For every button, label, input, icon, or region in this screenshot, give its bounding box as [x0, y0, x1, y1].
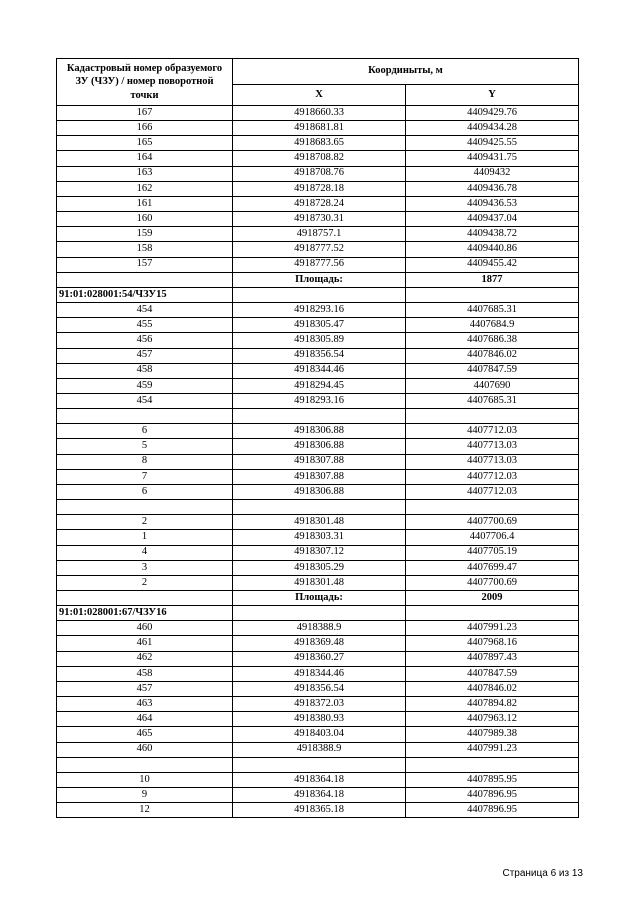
point-number: 2: [57, 575, 233, 590]
x-coordinate: 4918344.46: [233, 666, 406, 681]
x-coordinate: 4918301.48: [233, 515, 406, 530]
point-number: 3: [57, 560, 233, 575]
table-row: [57, 772, 579, 787]
y-coordinate: 4407989.38: [406, 727, 579, 742]
point-number: 165: [57, 136, 233, 151]
x-coordinate: 4918356.54: [233, 348, 406, 363]
x-coordinate: 4918728.18: [233, 181, 406, 196]
x-coordinate: 4918369.48: [233, 636, 406, 651]
y-coordinate: 4409437.04: [406, 212, 579, 227]
blank-row: [57, 757, 579, 772]
coordinates-table: [56, 58, 579, 818]
empty-cell: [233, 757, 406, 772]
x-coordinate: 4918365.18: [233, 803, 406, 818]
point-number: 457: [57, 348, 233, 363]
x-coordinate: 4918303.31: [233, 530, 406, 545]
table-row: [57, 575, 579, 590]
y-coordinate: 4407712.03: [406, 469, 579, 484]
x-coordinate: 4918293.16: [233, 303, 406, 318]
table-row: [57, 424, 579, 439]
y-coordinate: 4409429.76: [406, 106, 579, 121]
x-coordinate: 4918360.27: [233, 651, 406, 666]
table-row: [57, 469, 579, 484]
table-row: [57, 121, 579, 136]
table-row: [57, 106, 579, 121]
y-coordinate: 4409436.78: [406, 181, 579, 196]
table-row: [57, 712, 579, 727]
point-number: 8: [57, 454, 233, 469]
point-number: 460: [57, 742, 233, 757]
table-row: [57, 454, 579, 469]
x-coordinate: 4918388.9: [233, 621, 406, 636]
area-row: [57, 591, 579, 606]
point-number: 6: [57, 424, 233, 439]
y-coordinate: 4409436.53: [406, 196, 579, 211]
empty-cell: [233, 409, 406, 424]
y-coordinate: 4407686.38: [406, 333, 579, 348]
point-number: 460: [57, 621, 233, 636]
y-coordinate: 4407705.19: [406, 545, 579, 560]
blank-row: [57, 409, 579, 424]
y-coordinate: 4407713.03: [406, 439, 579, 454]
empty-cell: [406, 757, 579, 772]
point-number: 464: [57, 712, 233, 727]
y-coordinate: 4409438.72: [406, 227, 579, 242]
table-row: [57, 378, 579, 393]
y-coordinate: 4407712.03: [406, 424, 579, 439]
y-coordinate: 4407968.16: [406, 636, 579, 651]
x-coordinate: 4918356.54: [233, 681, 406, 696]
table-row: [57, 166, 579, 181]
x-coordinate: 4918307.12: [233, 545, 406, 560]
empty-cell: [406, 606, 579, 621]
y-coordinate: 4407685.31: [406, 303, 579, 318]
empty-cell: [57, 591, 233, 606]
point-number: 459: [57, 378, 233, 393]
x-coordinate: 4918364.18: [233, 788, 406, 803]
table-row: [57, 196, 579, 211]
y-coordinate: 4409425.55: [406, 136, 579, 151]
area-label: Площадь:: [233, 272, 406, 287]
area-value: 1877: [406, 272, 579, 287]
table-row: [57, 727, 579, 742]
y-coordinate: 4407699.47: [406, 560, 579, 575]
table-row: [57, 348, 579, 363]
y-coordinate: 4407700.69: [406, 575, 579, 590]
y-coordinate: 4407713.03: [406, 454, 579, 469]
empty-cell: [406, 409, 579, 424]
point-number: 4: [57, 545, 233, 560]
point-number: 1: [57, 530, 233, 545]
table-row: [57, 530, 579, 545]
point-number: 166: [57, 121, 233, 136]
area-row: [57, 272, 579, 287]
x-coordinate: 4918294.45: [233, 378, 406, 393]
y-coordinate: 4407991.23: [406, 742, 579, 757]
x-coordinate: 4918757.1: [233, 227, 406, 242]
x-coordinate: 4918728.24: [233, 196, 406, 211]
x-coordinate: 4918403.04: [233, 727, 406, 742]
x-coordinate: 4918777.52: [233, 242, 406, 257]
table-row: [57, 136, 579, 151]
point-number: 158: [57, 242, 233, 257]
empty-cell: [57, 272, 233, 287]
header-coordinates: Координыты, м: [233, 59, 579, 85]
y-coordinate: 4407846.02: [406, 348, 579, 363]
area-label: Площадь:: [233, 591, 406, 606]
x-coordinate: 4918388.9: [233, 742, 406, 757]
x-coordinate: 4918293.16: [233, 393, 406, 408]
table-body: [57, 106, 579, 818]
y-coordinate: 4409432: [406, 166, 579, 181]
table-row: [57, 545, 579, 560]
table-row: [57, 333, 579, 348]
point-number: 12: [57, 803, 233, 818]
point-number: 463: [57, 697, 233, 712]
empty-cell: [233, 606, 406, 621]
section-row: [57, 606, 579, 621]
x-coordinate: 4918364.18: [233, 772, 406, 787]
point-number: 454: [57, 303, 233, 318]
point-number: 2: [57, 515, 233, 530]
section-row: [57, 287, 579, 302]
empty-cell: [233, 500, 406, 515]
point-number: 454: [57, 393, 233, 408]
table-row: [57, 651, 579, 666]
y-coordinate: 4407700.69: [406, 515, 579, 530]
y-coordinate: 4407847.59: [406, 666, 579, 681]
point-number: 5: [57, 439, 233, 454]
y-coordinate: 4409431.75: [406, 151, 579, 166]
y-coordinate: 4407991.23: [406, 621, 579, 636]
point-number: 160: [57, 212, 233, 227]
y-coordinate: 4407963.12: [406, 712, 579, 727]
x-coordinate: 4918307.88: [233, 454, 406, 469]
empty-cell: [57, 757, 233, 772]
table-row: [57, 363, 579, 378]
point-number: 458: [57, 363, 233, 378]
blank-row: [57, 500, 579, 515]
point-number: 167: [57, 106, 233, 121]
x-coordinate: 4918683.65: [233, 136, 406, 151]
empty-cell: [57, 500, 233, 515]
table-row: [57, 257, 579, 272]
table-row: [57, 515, 579, 530]
y-coordinate: 4407846.02: [406, 681, 579, 696]
y-coordinate: 4407847.59: [406, 363, 579, 378]
point-number: 456: [57, 333, 233, 348]
y-coordinate: 4407894.82: [406, 697, 579, 712]
x-coordinate: 4918305.89: [233, 333, 406, 348]
table-row: [57, 212, 579, 227]
header-x: X: [233, 85, 406, 106]
table-row: [57, 788, 579, 803]
table-row: [57, 697, 579, 712]
x-coordinate: 4918777.56: [233, 257, 406, 272]
point-number: 458: [57, 666, 233, 681]
empty-cell: [233, 287, 406, 302]
area-value: 2009: [406, 591, 579, 606]
point-number: 6: [57, 484, 233, 499]
x-coordinate: 4918344.46: [233, 363, 406, 378]
table-row: [57, 560, 579, 575]
x-coordinate: 4918730.31: [233, 212, 406, 227]
table-row: [57, 393, 579, 408]
table-row: [57, 439, 579, 454]
point-number: 164: [57, 151, 233, 166]
x-coordinate: 4918681.81: [233, 121, 406, 136]
table-row: [57, 484, 579, 499]
y-coordinate: 4407690: [406, 378, 579, 393]
cadastral-number: 91:01:028001:54/ЧЗУ15: [57, 287, 233, 302]
x-coordinate: 4918305.47: [233, 318, 406, 333]
point-number: 455: [57, 318, 233, 333]
y-coordinate: 4407685.31: [406, 393, 579, 408]
point-number: 9: [57, 788, 233, 803]
point-number: 162: [57, 181, 233, 196]
table-row: [57, 303, 579, 318]
x-coordinate: 4918305.29: [233, 560, 406, 575]
page-number: Страница 6 из 13: [502, 868, 583, 879]
x-coordinate: 4918306.88: [233, 424, 406, 439]
table-row: [57, 666, 579, 681]
point-number: 457: [57, 681, 233, 696]
point-number: 10: [57, 772, 233, 787]
y-coordinate: 4409434.28: [406, 121, 579, 136]
header-point-column: Кадастровый номер образуемого ЗУ (ЧЗУ) / номер поворотной точки: [57, 59, 233, 106]
table-row: [57, 227, 579, 242]
x-coordinate: 4918708.76: [233, 166, 406, 181]
table-row: [57, 621, 579, 636]
x-coordinate: 4918307.88: [233, 469, 406, 484]
empty-cell: [57, 409, 233, 424]
y-coordinate: 4407896.95: [406, 788, 579, 803]
x-coordinate: 4918306.88: [233, 439, 406, 454]
x-coordinate: 4918301.48: [233, 575, 406, 590]
table-row: [57, 242, 579, 257]
empty-cell: [406, 287, 579, 302]
y-coordinate: 4407896.95: [406, 803, 579, 818]
x-coordinate: 4918380.93: [233, 712, 406, 727]
table-row: [57, 742, 579, 757]
x-coordinate: 4918708.82: [233, 151, 406, 166]
point-number: 7: [57, 469, 233, 484]
x-coordinate: 4918660.33: [233, 106, 406, 121]
y-coordinate: 4409455.42: [406, 257, 579, 272]
y-coordinate: 4407706.4: [406, 530, 579, 545]
y-coordinate: 4409440.86: [406, 242, 579, 257]
point-number: 461: [57, 636, 233, 651]
table-row: [57, 636, 579, 651]
point-number: 157: [57, 257, 233, 272]
x-coordinate: 4918306.88: [233, 484, 406, 499]
header-y: Y: [406, 85, 579, 106]
cadastral-number: 91:01:028001:67/ЧЗУ16: [57, 606, 233, 621]
table-row: [57, 181, 579, 196]
point-number: 161: [57, 196, 233, 211]
y-coordinate: 4407897.43: [406, 651, 579, 666]
point-number: 163: [57, 166, 233, 181]
point-number: 159: [57, 227, 233, 242]
x-coordinate: 4918372.03: [233, 697, 406, 712]
table-row: [57, 803, 579, 818]
table-row: [57, 318, 579, 333]
point-number: 465: [57, 727, 233, 742]
y-coordinate: 4407895.95: [406, 772, 579, 787]
y-coordinate: 4407712.03: [406, 484, 579, 499]
point-number: 462: [57, 651, 233, 666]
table-row: [57, 151, 579, 166]
y-coordinate: 4407684.9: [406, 318, 579, 333]
table-row: [57, 681, 579, 696]
empty-cell: [406, 500, 579, 515]
